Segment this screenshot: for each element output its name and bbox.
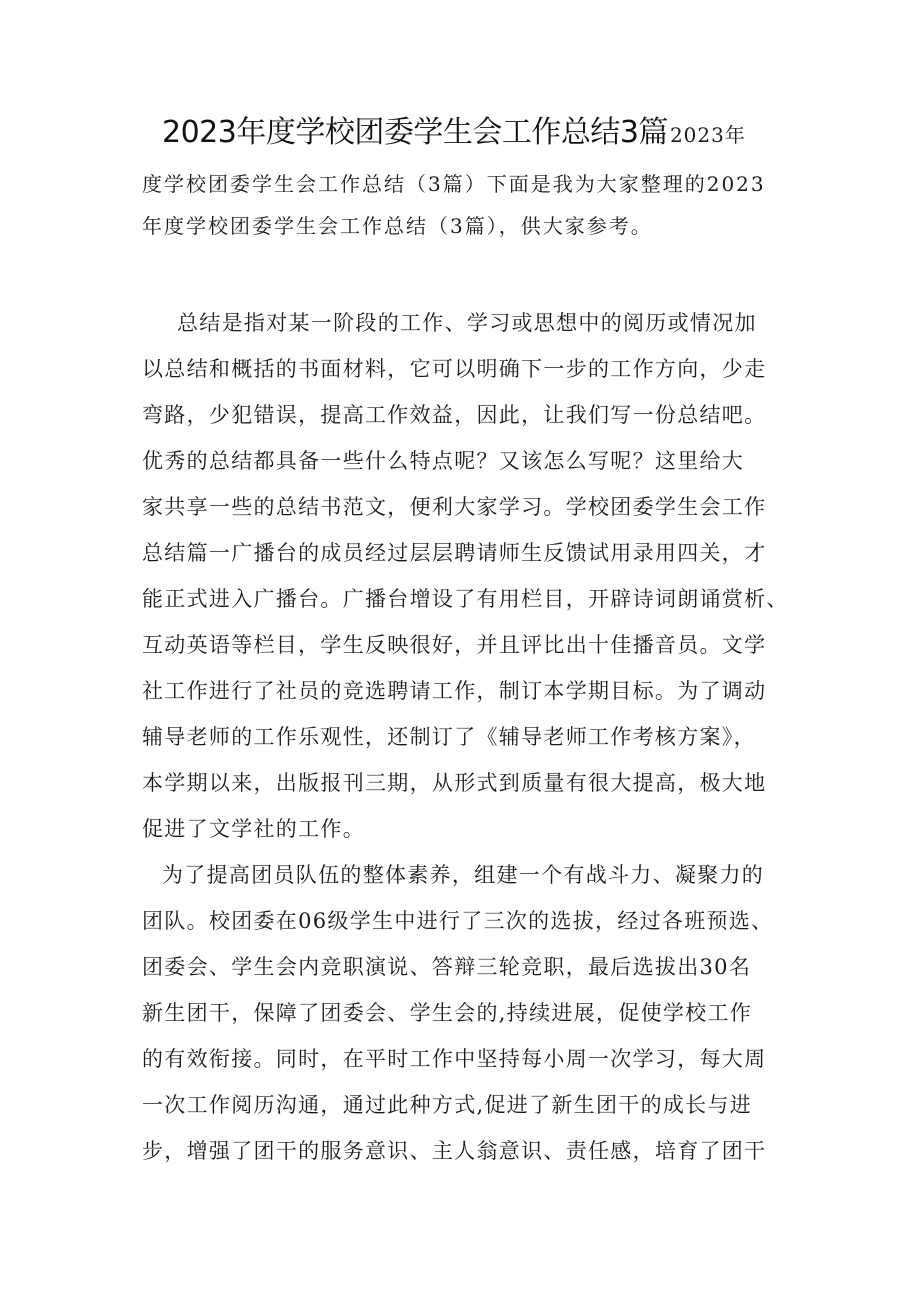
paragraph-line: 团委会、学生会内竞职演说、答辩三轮竞职，最后选拔出30名	[142, 955, 752, 979]
paragraph-line: 弯路，少犯错误，提高工作效益，因此，让我们写一份总结吧。	[142, 403, 767, 427]
paragraph-line: 以总结和概括的书面材料，它可以明确下一步的工作方向，少走	[142, 357, 767, 381]
paragraph-line: 辅导老师的工作乐观性，还制订了《辅导老师工作考核方案》，	[142, 725, 756, 749]
paragraph-line: 能正式进入广播台。广播台增设了有用栏目，开辟诗词朗诵赏析、	[142, 587, 789, 611]
paragraph-line: 总结篇一广播台的成员经过层层聘请师生反馈试用录用四关，才	[142, 541, 767, 565]
paragraph-line: 步，增强了团干的服务意识、主人翁意识、责任感，培育了团干	[142, 1139, 767, 1163]
document-title: 2023年度学校团委学生会工作总结3篇	[162, 115, 668, 150]
paragraph-line: 的有效衔接。同时，在平时工作中坚持每小周一次学习，每大周	[142, 1047, 767, 1071]
paragraph-line: 社工作进行了社员的竞选聘请工作，制订本学期目标。为了调动	[142, 679, 767, 703]
paragraph-line: 家共享一些的总结书范文，便利大家学习。学校团委学生会工作	[142, 495, 767, 519]
paragraph-line: 促进了文学社的工作。	[142, 817, 365, 841]
paragraph-line: 本学期以来，出版报刊三期，从形式到质量有很大提高，极大地	[142, 771, 767, 795]
paragraph-line: 新生团干，保障了团委会、学生会的,持续进展，促使学校工作	[142, 1001, 753, 1025]
paragraph-line: 为了提高团员队伍的整体素养，组建一个有战斗力、凝聚力的	[162, 863, 765, 887]
paragraph-line: 团队。校团委在06级学生中进行了三次的选拔，经过各班预选、	[142, 909, 774, 933]
document-title-line	[162, 115, 746, 150]
paragraph-line: 总结是指对某一阶段的工作、学习或思想中的阅历或情况加	[177, 311, 757, 335]
paragraph-line: 互动英语等栏目，学生反映很好，并且评比出十佳播音员。文学	[142, 633, 767, 657]
intro-line: 度学校团委学生会工作总结（3篇）下面是我为大家整理的2023	[142, 172, 766, 196]
paragraph-line: 优秀的总结都具备一些什么特点呢？又该怎么写呢？这里给大	[142, 449, 745, 473]
paragraph-line: 一次工作阅历沟通，通过此种方式,促进了新生团干的成长与进	[142, 1093, 753, 1117]
document-title-tail: 2023年	[669, 123, 746, 147]
intro-line: 年度学校团委学生会工作总结（3篇），供大家参考。	[142, 214, 653, 238]
